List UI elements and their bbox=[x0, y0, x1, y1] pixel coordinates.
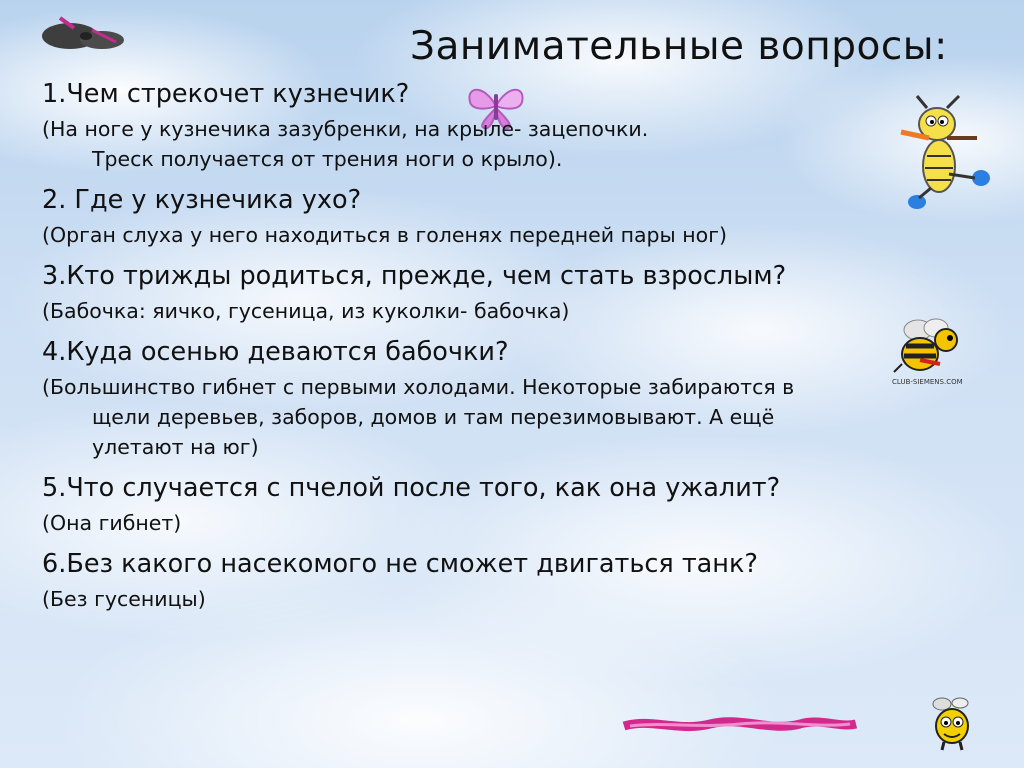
butterfly-dark-icon bbox=[40, 10, 130, 56]
answer-4-line-2: щели деревьев, заборов, домов и там перезимовывают. А ещё bbox=[92, 405, 775, 429]
answer-6-line-1: (Без гусеницы) bbox=[42, 587, 206, 611]
answer-5-line-1: (Она гибнет) bbox=[42, 511, 182, 535]
answer-2-line-1: (Орган слуха у него находиться в голенях передней пары ног) bbox=[42, 223, 727, 247]
question-3: 3.Кто трижды родиться, прежде, чем стать взрослым? bbox=[42, 261, 787, 291]
bee-watermark: CLUB-SIEMENS.COM bbox=[892, 378, 963, 386]
answer-1-line-1: (На ноге у кузнечика зазубренки, на крыле- зацепочки. bbox=[42, 117, 649, 141]
question-2: 2. Где у кузнечика ухо? bbox=[42, 185, 362, 215]
answer-4-line-3: улетают на юг) bbox=[92, 435, 259, 459]
answer-1-line-2: Треск получается от трения ноги о крыло). bbox=[92, 147, 563, 171]
bee-small-icon bbox=[928, 694, 976, 752]
answer-3-line-1: (Бабочка: яичко, гусеница, из куколки- бабочка) bbox=[42, 299, 570, 323]
answer-4-line-1: (Большинство гибнет с первыми холодами. Некоторые забираются в bbox=[42, 375, 795, 399]
question-6: 6.Без какого насекомого не сможет двигаться танк? bbox=[42, 549, 758, 579]
questions-list bbox=[42, 78, 1002, 614]
slide-title: Занимательные вопросы: bbox=[410, 24, 948, 69]
answer-4 bbox=[42, 372, 1002, 462]
question-4: 4.Куда осенью деваются бабочки? bbox=[42, 337, 509, 367]
answer-1 bbox=[42, 114, 1002, 174]
pink-banner-icon bbox=[620, 712, 860, 738]
question-5: 5.Что случается с пчелой после того, как она ужалит? bbox=[42, 473, 781, 503]
question-1: 1.Чем стрекочет кузнечик? bbox=[42, 79, 410, 109]
answer-6 bbox=[42, 584, 1002, 614]
answer-3 bbox=[42, 296, 1002, 326]
answer-5 bbox=[42, 508, 1002, 538]
answer-2 bbox=[42, 220, 1002, 250]
